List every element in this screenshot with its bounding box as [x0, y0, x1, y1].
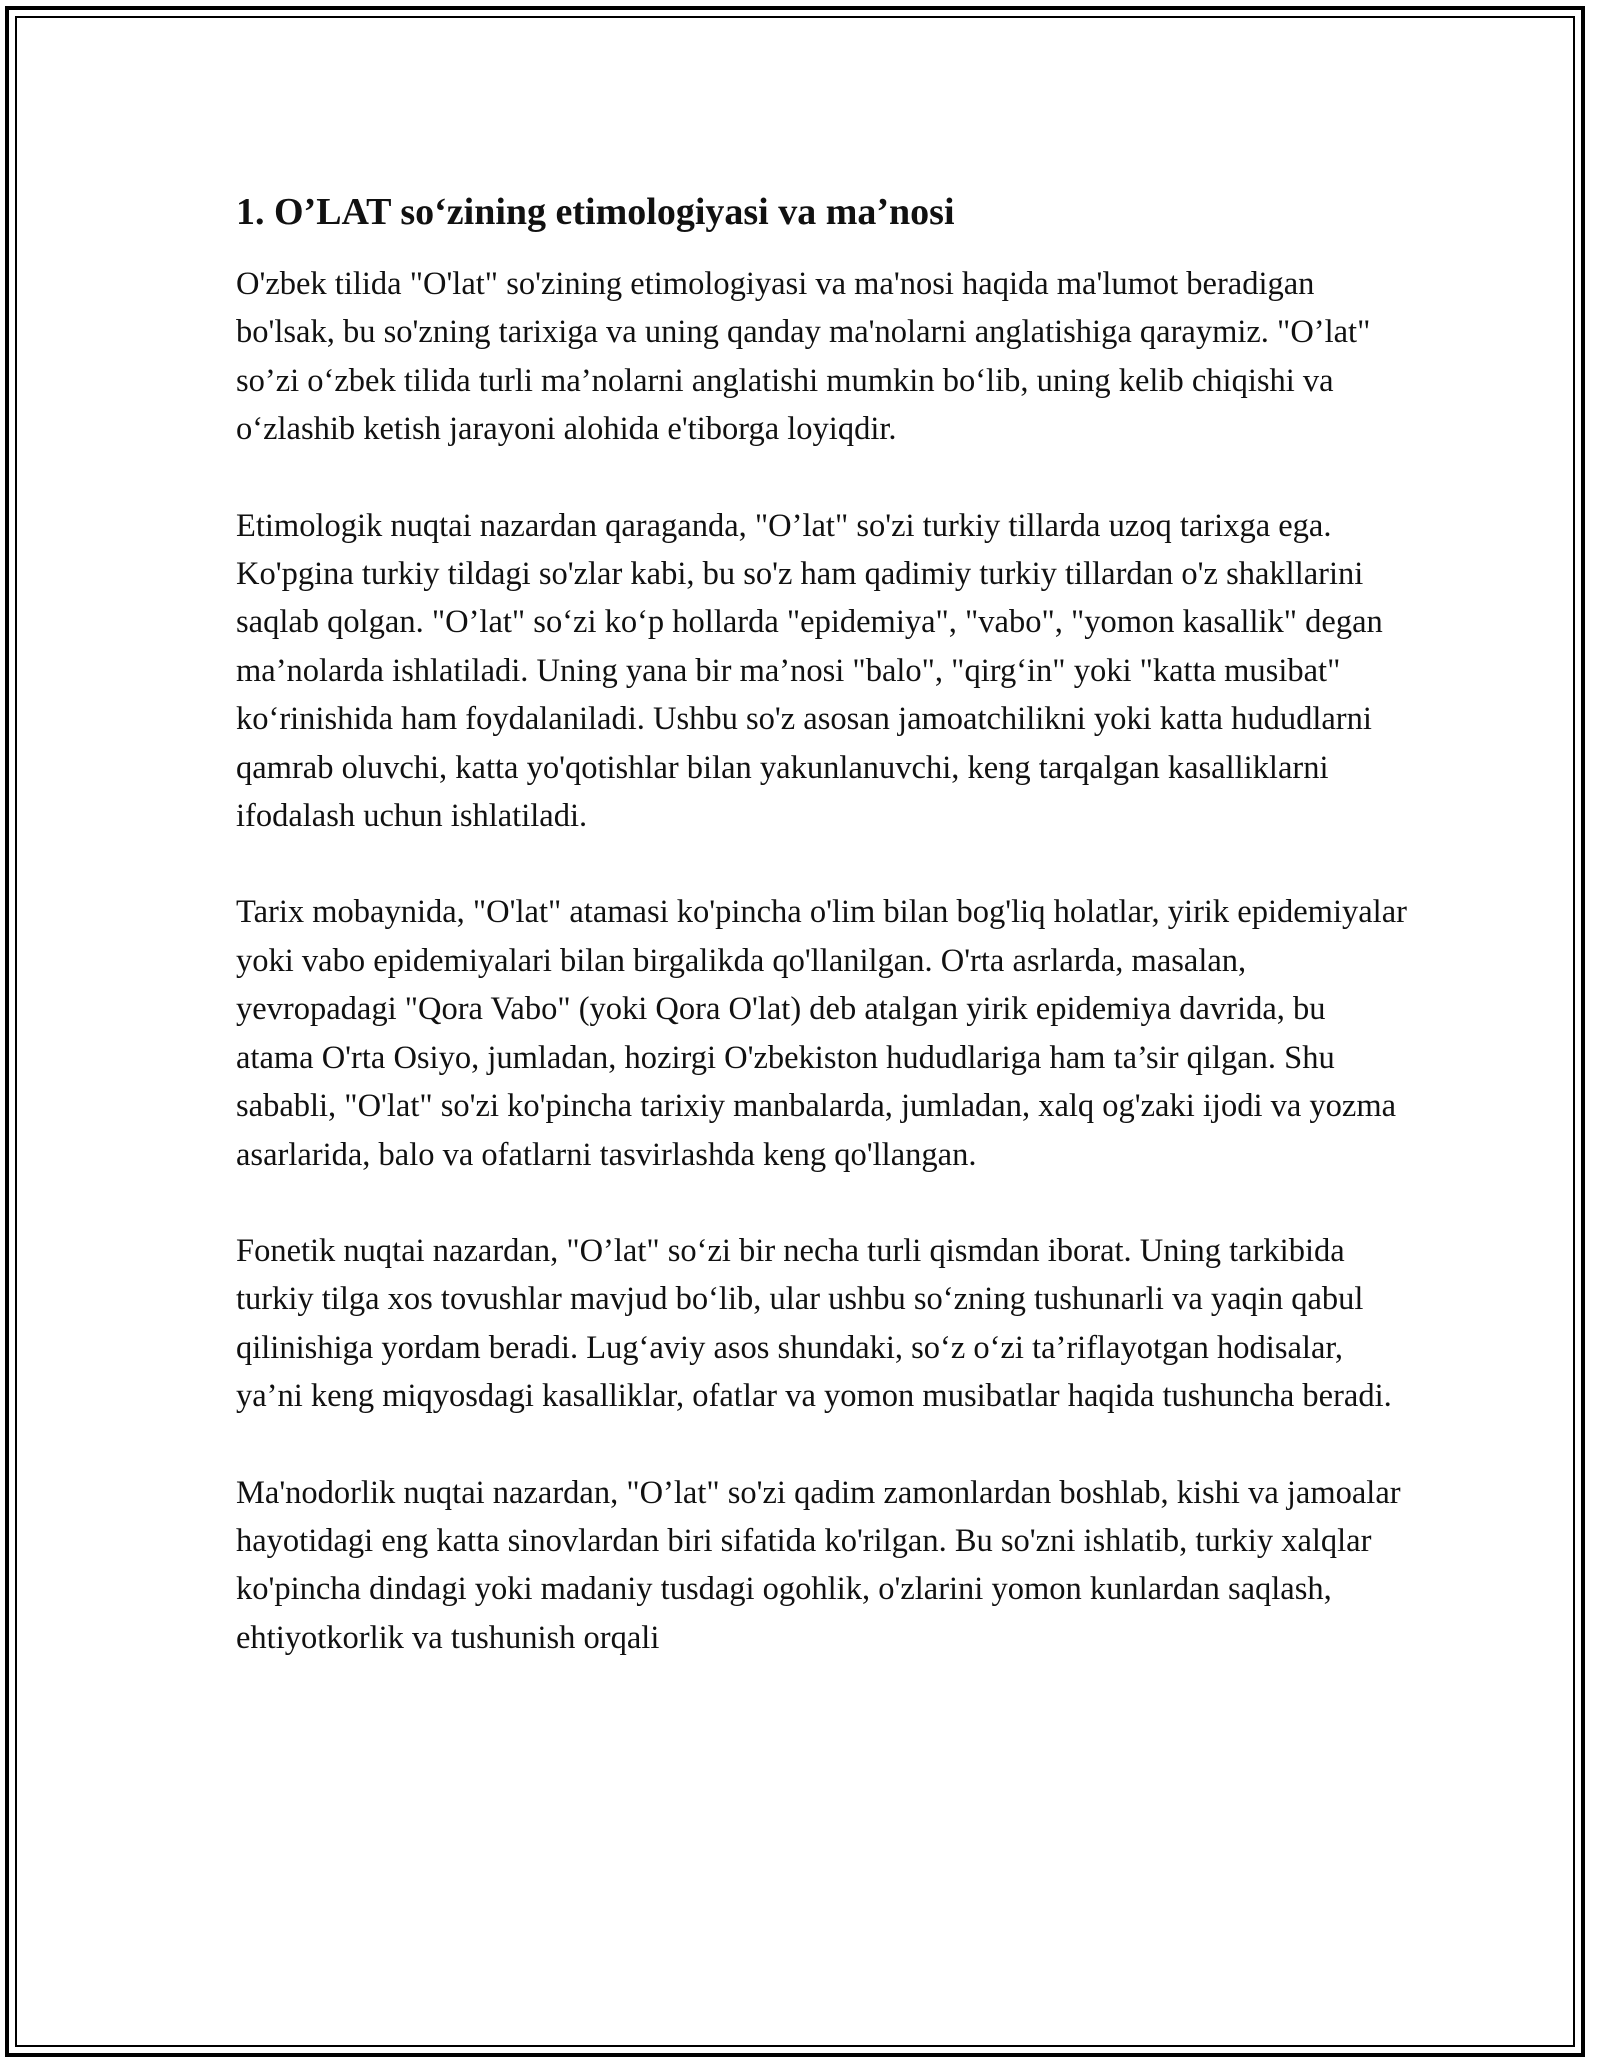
section-heading: 1. O’LAT so‘zining etimologiyasi va ma’nosi: [236, 191, 955, 233]
paragraph-etymology-intro: O'zbek tilida "O'lat" so'zining etimologiyasi va ma'nosi haqida ma'lumot beradigan bo'lsak, bu so'zning tarixiga va uning qanday ma'nolarni anglatishiga qaraymiz. "O’lat" so’zi o‘zbek tilida turli ma’nolarni anglatishi mumkin bo‘lib, uning kelib chiqishi va o‘zlashib ketish jarayoni alohida e'tiborga loyiqdir.: [236, 266, 1371, 448]
paragraph-etymological-view: Etimologik nuqtai nazardan qaraganda, "O’lat" so'zi turkiy tillarda uzoq tarixga ega. Ko'pgina turkiy tildagi so'zlar kabi, bu so'z ham qadimiy turkiy tillardan o'z shakllarini saqlab qolgan. "O’lat" so‘zi ko‘p hollarda "epidemiya", "vabo", "yomon kasallik" degan ma’nolarda ishlatiladi. Uning yana bir ma’nosi "balo", "qirg‘in" yoki "katta musibat" ko‘rinishida ham foydalaniladi. Ushbu so'z asosan jamoatchilikni yoki katta hududlarni qamrab oluvchi, katta yo'qotishlar bilan yakunlanuvchi, keng tarqalgan kasalliklarni ifodalash uchun ishlatiladi.: [236, 507, 1383, 835]
paragraph-phonetics: Fonetik nuqtai nazardan, "O’lat" so‘zi bir necha turli qismdan iborat. Uning tarkibida turkiy tilga xos tovushlar mavjud bo‘lib, ular ushbu so‘zning tushunarli va yaqin qabul qilinishiga yordam beradi. Lug‘aviy asos shundaki, so‘z o‘zi ta’riflayotgan hodisalar, ya’ni keng miqyosdagi kasalliklar, ofatlar va yomon musibatlar haqida tushuncha beradi.: [236, 1232, 1392, 1415]
document-body: [236, 186, 1411, 1662]
paragraph-history: Tarix mobaynida, "O'lat" atamasi ko'pincha o'lim bilan bog'liq holatlar, yirik epidemiyalar yoki vabo epidemiyalari bilan birgalikda qo'llanilgan. O'rta asrlarda, masalan, yevropadagi "Qora Vabo" (yoki Qora O'lat) deb atalgan yirik epidemiya davrida, bu atama O'rta Osiyo, jumladan, hozirgi O'zbekiston hududlariga ham ta’sir qilgan. Shu sababli, "O'lat" so'zi ko'pincha tarixiy manbalarda, jumladan, xalq og'zaki ijodi va yozma asarlarida, balo va ofatlarni tasvirlashda keng qo'llangan.: [236, 894, 1407, 1173]
paragraph-meaning: Ma'nodorlik nuqtai nazardan, "O’lat" so'zi qadim zamonlardan boshlab, kishi va jamoalar hayotidagi eng katta sinovlardan biri sifatida ko'rilgan. Bu so'zni ishlatib, turkiy xalqlar ko'pincha dindagi yoki madaniy tusdagi ogohlik, o'zlarini yomon kunlardan saqlash, ehtiyotkorlik va tushunish orqali: [236, 1474, 1401, 1656]
